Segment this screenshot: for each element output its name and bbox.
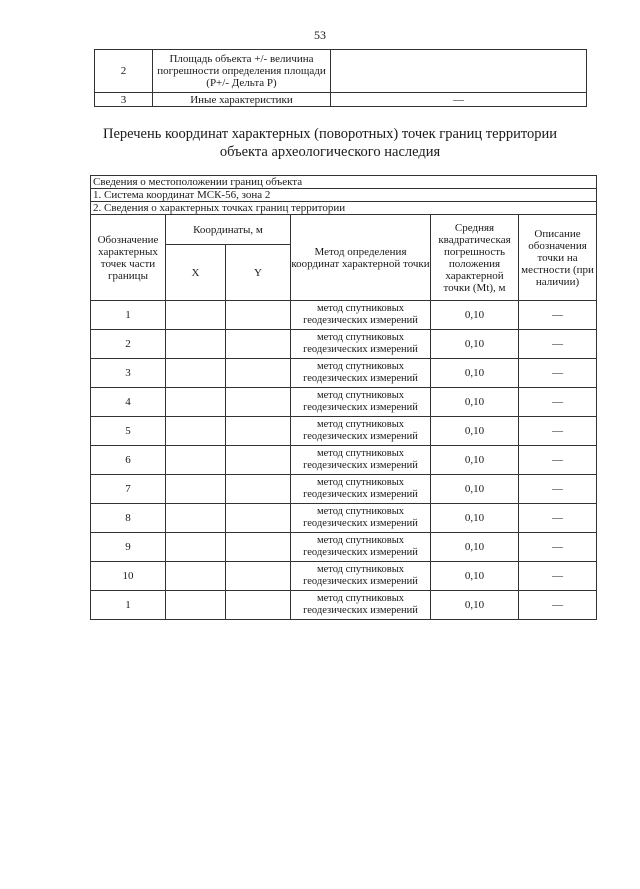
method-cell: метод спутниковых геодезических измерений <box>291 301 431 330</box>
x-cell <box>166 591 226 620</box>
info-row-points: 2. Сведения о характерных точках границ территории <box>91 202 597 215</box>
description-cell: — <box>519 301 597 330</box>
y-cell <box>226 388 291 417</box>
error-cell: 0,10 <box>431 533 519 562</box>
point-cell: 10 <box>91 562 166 591</box>
y-cell <box>226 475 291 504</box>
table-row <box>91 176 597 189</box>
row-value: — <box>331 93 587 107</box>
description-cell: — <box>519 562 597 591</box>
method-cell: метод спутниковых геодезических измерений <box>291 562 431 591</box>
header-error: Средняя квадратическая погрешность положения характерной точки (Mt), м <box>431 215 519 301</box>
table-row <box>91 562 597 591</box>
error-cell: 0,10 <box>431 475 519 504</box>
table-row <box>91 202 597 215</box>
row-number: 3 <box>95 93 153 107</box>
point-cell: 5 <box>91 417 166 446</box>
header-designation: Обозначение характерных точек части границы <box>91 215 166 301</box>
point-cell: 2 <box>91 330 166 359</box>
table-row <box>91 417 597 446</box>
description-cell: — <box>519 446 597 475</box>
method-cell: метод спутниковых геодезических измерений <box>291 504 431 533</box>
method-cell: метод спутниковых геодезических измерений <box>291 388 431 417</box>
y-cell <box>226 417 291 446</box>
table-row <box>95 50 587 93</box>
x-cell <box>166 301 226 330</box>
y-cell <box>226 301 291 330</box>
description-cell: — <box>519 591 597 620</box>
y-cell <box>226 330 291 359</box>
table-row <box>91 533 597 562</box>
info-row-coordinate-system: 1. Система координат МСК-56, зона 2 <box>91 189 597 202</box>
row-value <box>331 50 587 93</box>
table-row <box>91 189 597 202</box>
method-cell: метод спутниковых геодезических измерений <box>291 359 431 388</box>
method-cell: метод спутниковых геодезических измерений <box>291 591 431 620</box>
error-cell: 0,10 <box>431 359 519 388</box>
header-description: Описание обозначения точки на местности (при наличии) <box>519 215 597 301</box>
y-cell <box>226 533 291 562</box>
x-cell <box>166 562 226 591</box>
x-cell <box>166 533 226 562</box>
point-cell: 4 <box>91 388 166 417</box>
header-method: Метод определения координат характерной точки <box>291 215 431 301</box>
y-cell <box>226 446 291 475</box>
description-cell: — <box>519 330 597 359</box>
table-row <box>91 388 597 417</box>
row-number: 2 <box>95 50 153 93</box>
method-cell: метод спутниковых геодезических измерений <box>291 330 431 359</box>
description-cell: — <box>519 533 597 562</box>
x-cell <box>166 417 226 446</box>
point-cell: 3 <box>91 359 166 388</box>
method-cell: метод спутниковых геодезических измерений <box>291 446 431 475</box>
description-cell: — <box>519 417 597 446</box>
error-cell: 0,10 <box>431 446 519 475</box>
point-cell: 1 <box>91 301 166 330</box>
heading-line-1: Перечень координат характерных (поворотных) точек границ территории <box>102 126 558 142</box>
page-number: 53 <box>314 28 326 42</box>
object-characteristics-table <box>94 49 587 107</box>
table-row <box>91 446 597 475</box>
method-cell: метод спутниковых геодезических измерений <box>291 475 431 504</box>
error-cell: 0,10 <box>431 504 519 533</box>
table-row <box>91 591 597 620</box>
header-y: Y <box>226 245 291 301</box>
y-cell <box>226 591 291 620</box>
x-cell <box>166 446 226 475</box>
section-heading <box>60 125 600 161</box>
x-cell <box>166 504 226 533</box>
y-cell <box>226 359 291 388</box>
point-cell: 8 <box>91 504 166 533</box>
x-cell <box>166 475 226 504</box>
x-cell <box>166 388 226 417</box>
header-row <box>91 215 597 245</box>
description-cell: — <box>519 475 597 504</box>
table-row <box>91 504 597 533</box>
table-row <box>95 93 587 107</box>
row-label: Площадь объекта +/- величина погрешности определения площади (Р+/- Дельта Р) <box>153 50 331 93</box>
error-cell: 0,10 <box>431 301 519 330</box>
error-cell: 0,10 <box>431 388 519 417</box>
error-cell: 0,10 <box>431 330 519 359</box>
description-cell: — <box>519 504 597 533</box>
method-cell: метод спутниковых геодезических измерений <box>291 533 431 562</box>
x-cell <box>166 359 226 388</box>
y-cell <box>226 562 291 591</box>
x-cell <box>166 330 226 359</box>
coordinates-table <box>90 175 597 620</box>
method-cell: метод спутниковых геодезических измерений <box>291 417 431 446</box>
coordinates-rows <box>91 301 597 620</box>
description-cell: — <box>519 359 597 388</box>
table-row <box>91 359 597 388</box>
error-cell: 0,10 <box>431 417 519 446</box>
point-cell: 9 <box>91 533 166 562</box>
table-row <box>91 475 597 504</box>
info-row-location: Сведения о местоположении границ объекта <box>91 176 597 189</box>
table-row <box>91 330 597 359</box>
heading-line-2: объекта археологического наследия <box>219 144 441 160</box>
error-cell: 0,10 <box>431 562 519 591</box>
header-x: X <box>166 245 226 301</box>
row-label: Иные характеристики <box>153 93 331 107</box>
table-row <box>91 301 597 330</box>
description-cell: — <box>519 388 597 417</box>
point-cell: 6 <box>91 446 166 475</box>
error-cell: 0,10 <box>431 591 519 620</box>
y-cell <box>226 504 291 533</box>
point-cell: 1 <box>91 591 166 620</box>
point-cell: 7 <box>91 475 166 504</box>
header-coordinates: Координаты, м <box>166 215 291 245</box>
